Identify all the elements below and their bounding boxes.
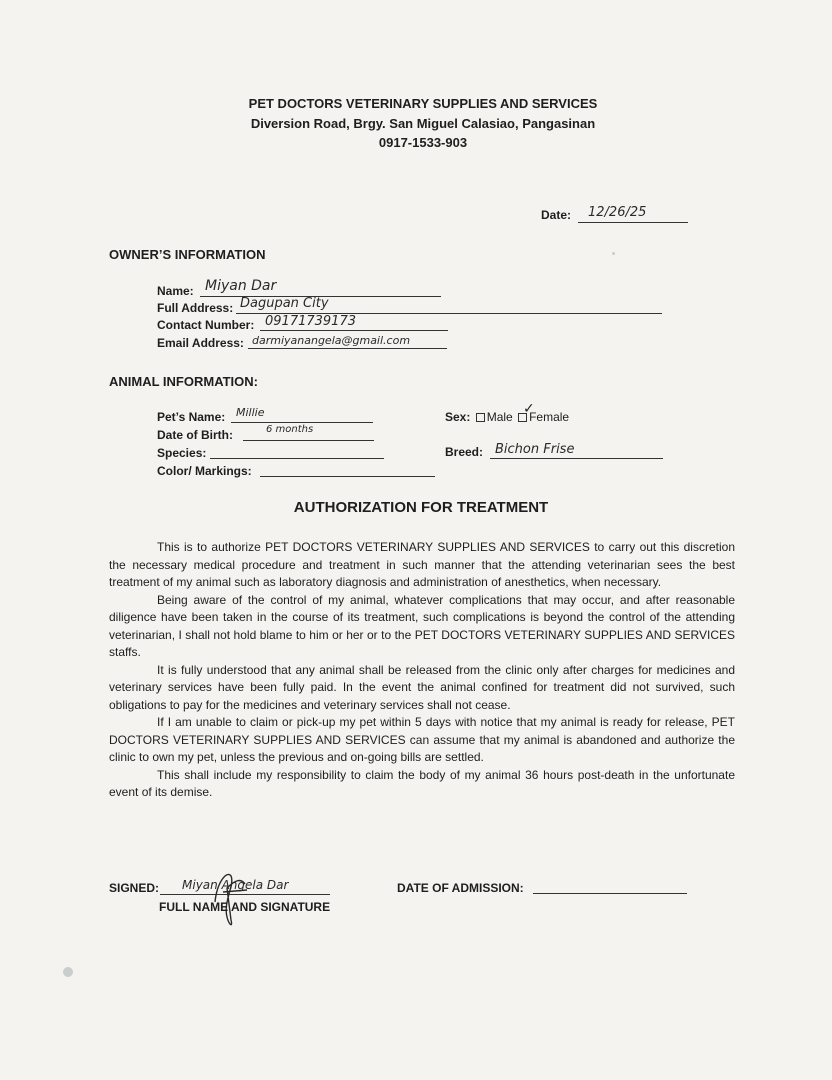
breed-value: Bichon Frise <box>495 442 575 457</box>
date-label: Date: <box>541 208 572 222</box>
address-label: Full Address: <box>157 301 234 315</box>
contact-value: 09171739173 <box>265 314 356 329</box>
contact-label: Contact Number: <box>157 318 255 332</box>
contact-line[interactable] <box>260 330 448 331</box>
species-label: Species: <box>157 446 207 460</box>
owner-name-label: Name: <box>157 284 194 298</box>
color-markings-line[interactable] <box>260 476 435 477</box>
email-line[interactable] <box>248 348 447 349</box>
male-option-label: Male <box>486 410 513 424</box>
breed-line[interactable] <box>490 458 663 459</box>
color-markings-label: Color/ Markings: <box>157 464 252 478</box>
pet-name-label: Pet’s Name: <box>157 410 226 424</box>
admission-date-line[interactable] <box>533 893 687 894</box>
email-label: Email Address: <box>157 336 244 350</box>
signature-value: Miyan Angela Dar <box>182 878 289 892</box>
paragraph-1: This is to authorize PET DOCTORS VETERINARY SUPPLIES AND SERVICES to carry out this discretion the necessary medical procedure and treatment in such manner that the attending veterinarian sees the best treatment of my animal such as laboratory diagnosis and administration of anesthetics, when necessary. <box>109 540 735 589</box>
owner-section-title: OWNER’S INFORMATION <box>109 247 266 262</box>
sex-label: Sex: <box>445 410 471 424</box>
clinic-name: PET DOCTORS VETERINARY SUPPLIES AND SERVICES <box>248 96 598 111</box>
species-line[interactable] <box>210 458 384 459</box>
paper-speck <box>612 252 615 255</box>
signature-scribble-icon <box>205 862 255 932</box>
animal-section-title: ANIMAL INFORMATION: <box>109 374 258 389</box>
date-value: 12/26/25 <box>588 205 647 220</box>
email-value: darmiyanangela@gmail.com <box>252 334 411 347</box>
date-field-line[interactable] <box>578 222 688 223</box>
paragraph-4: If I am unable to claim or pick-up my pet within 5 days with notice that my animal is ready for release, PET DOCTORS VETERINARY SUPPLIES AND SERVICES can assume that my animal is abandoned and authorize the clinic to own my pet, unless the previous and on-going bills are settled. <box>109 715 735 764</box>
paragraph-3: It is fully understood that any animal shall be released from the clinic only after charges for medicines and veterinary services have been fully paid. In the event the animal confined for treatment did not survived, such obligations to pay for the medicines and veterinary services shall not cease. <box>109 662 735 712</box>
female-option-label: Female <box>529 410 570 424</box>
clinic-phone: 0917-1533-903 <box>378 135 468 150</box>
authorization-body <box>109 539 735 802</box>
owner-name-value: Miyan Dar <box>205 278 277 294</box>
pet-name-value: Millie <box>236 406 265 419</box>
paper-speck <box>63 967 73 977</box>
clinic-address: Diversion Road, Brgy. San Miguel Calasiao, Pangasinan <box>250 116 596 131</box>
male-checkbox[interactable] <box>476 413 485 422</box>
sex-field <box>445 410 569 424</box>
signature-caption: FULL NAME AND SIGNATURE <box>159 900 331 914</box>
admission-date-label: DATE OF ADMISSION: <box>397 881 524 895</box>
pet-name-line[interactable] <box>231 422 373 423</box>
paragraph-2: Being aware of the control of my animal, whatever complications that may occur, and after reasonable diligence have been taken in the course of its treatment, such complications is beyond the control of the attending veterinarian, I shall not hold blame to him or her or to the PET DOCTORS VETERINARY SUPPLIES AND SERVICES staffs. <box>109 592 735 659</box>
address-value: Dagupan City <box>240 296 329 311</box>
authorization-title: AUTHORIZATION FOR TREATMENT <box>293 499 549 516</box>
dob-line[interactable] <box>243 440 374 441</box>
breed-label: Breed: <box>445 445 484 459</box>
dob-value: 6 months <box>266 424 314 435</box>
dob-label: Date of Birth: <box>157 428 233 442</box>
signed-label: SIGNED: <box>109 881 160 895</box>
paragraph-5: This shall include my responsibility to claim the body of my animal 36 hours post-death in the unfortunate event of its demise. <box>109 767 735 799</box>
checkmark-icon: ✓ <box>523 401 535 417</box>
